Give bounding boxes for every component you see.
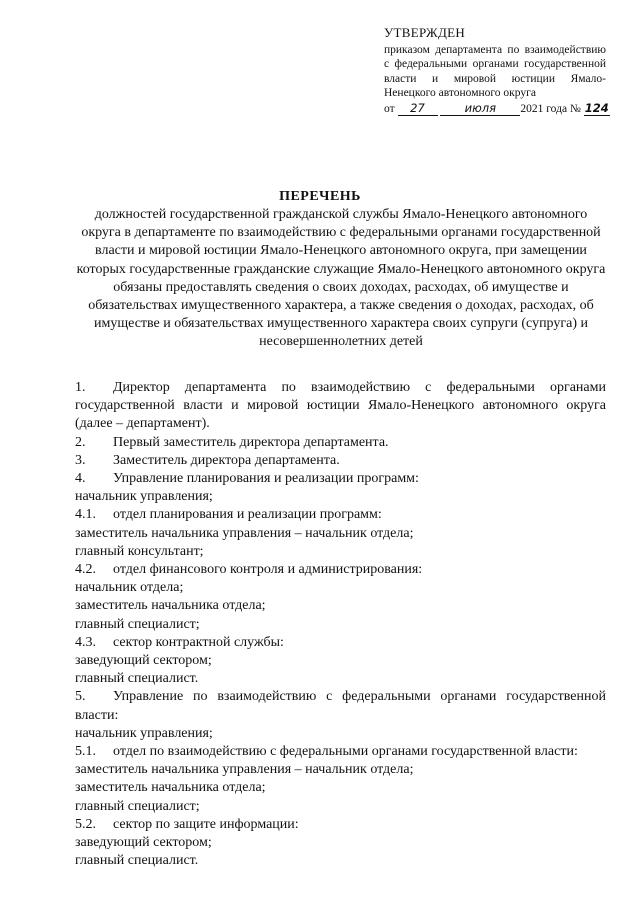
list-item-4-2 <box>75 561 606 579</box>
date-day-handwritten: 27 <box>398 102 438 116</box>
list-line: заведующий сектором; <box>75 835 212 851</box>
date-month-handwritten: июля <box>440 102 520 116</box>
item-text: отдел планирования и реализации программ: <box>113 507 382 523</box>
item-number: 4. <box>75 471 86 487</box>
item-number: 1. <box>75 380 86 395</box>
list-line: заведующий сектором; <box>75 653 212 669</box>
item-text: сектор контрактной службы: <box>113 634 284 650</box>
list-item-1 <box>75 379 606 434</box>
date-year: 2021 года № <box>520 102 581 115</box>
approval-date-line <box>384 100 609 117</box>
list-line: начальник управления; <box>75 489 213 505</box>
item-text: Директор департамента по взаимодействию с федеральными органами государственной власти и мировой юстиции Ямало-Ненецкого автономного округа (далее – департамент). <box>75 380 606 432</box>
item-number: 4.1. <box>75 507 96 523</box>
item-text: Заместитель директора департамента. <box>113 452 340 468</box>
list-item-3 <box>75 452 606 470</box>
list-line: главный специалист. <box>75 671 199 687</box>
date-prefix: от <box>384 102 395 115</box>
order-number-handwritten: 124 <box>584 100 609 115</box>
item-number: 4.3. <box>75 634 96 650</box>
document-subtitle: должностей государственной гражданской службы Ямало-Ненецкого автономного округа в департаменте по взаимодействию с федеральными органами государственной власти и мировой юстиции Ямало-Ненецкого автономного округа, при замещении которых государственные гражданские служащие Ямало-Ненецкого автономного округа обязаны предоставлять сведения о своих доходах, расходах, об имуществе и обязательствах имущественного характера, а также сведения о доходах, расходах, об имуществе и обязательствах имущественного характера своих супруги (супруга) и несовершеннолетних детей <box>76 207 606 350</box>
list-line: главный консультант; <box>75 543 204 559</box>
item-text: сектор по защите информации: <box>113 816 299 832</box>
item-number: 2. <box>75 434 86 450</box>
approval-order-text: приказом департамента по взаимодействию с федеральными органами государственной власти и мировой юстиции Ямало-Ненецкого автономного округа <box>384 43 606 99</box>
approval-block <box>384 25 609 116</box>
item-text: отдел по взаимодействию с федеральными органами государственной власти: <box>113 744 578 760</box>
list-item-2 <box>75 434 606 452</box>
item-number: 5. <box>75 689 86 705</box>
item-text: Управление по взаимодействию с федеральными органами государственной власти: <box>75 689 606 723</box>
positions-list <box>75 379 606 870</box>
item-text: отдел финансового контроля и администрирования: <box>113 562 423 578</box>
list-item-5 <box>75 688 606 724</box>
list-line: заместитель начальника управления – начальник отдела; <box>75 525 414 541</box>
item-number: 4.2. <box>75 562 96 578</box>
list-line: главный специалист. <box>75 853 199 869</box>
list-line: заместитель начальника управления – начальник отдела; <box>75 762 414 778</box>
list-item-4 <box>75 470 606 488</box>
approval-label: УТВЕРЖДЕН <box>384 25 466 40</box>
list-item-5-1 <box>75 743 606 761</box>
item-number: 3. <box>75 452 86 468</box>
document-title: ПЕРЕЧЕНЬ <box>279 189 361 204</box>
list-line: главный специалист; <box>75 798 200 814</box>
list-line: главный специалист; <box>75 616 200 632</box>
list-line: начальник отдела; <box>75 580 184 596</box>
list-item-4-1 <box>75 506 606 524</box>
item-number: 5.1. <box>75 744 96 760</box>
item-text: Первый заместитель директора департамента. <box>113 434 389 450</box>
item-number: 5.2. <box>75 816 96 832</box>
list-item-5-2 <box>75 816 606 834</box>
list-line: заместитель начальника отдела; <box>75 598 266 614</box>
list-line: заместитель начальника отдела; <box>75 780 266 796</box>
list-item-4-3 <box>75 634 606 652</box>
item-text: Управление планирования и реализации программ: <box>113 471 419 487</box>
list-line: начальник управления; <box>75 725 213 741</box>
